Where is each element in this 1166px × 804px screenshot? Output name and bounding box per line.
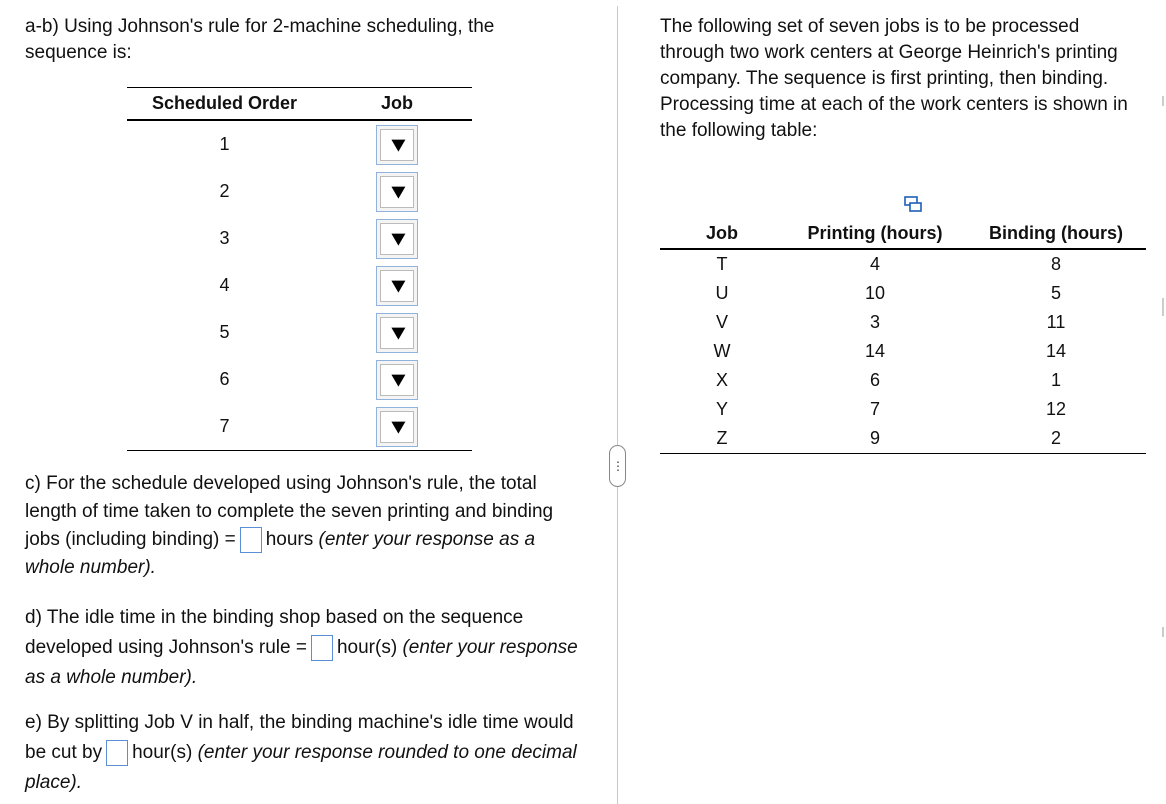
question-c-text: c) For the schedule developed using Johnson's rule, the total length of time taken to complete the seven printing and binding jobs (including binding) = [25,473,554,550]
jobs-table [660,218,1146,454]
edge-mark [1162,96,1164,106]
job-select-5[interactable] [376,313,418,353]
printing-cell: 14 [864,341,886,361]
printing-cell: 3 [869,312,880,332]
table-row [127,262,472,309]
binding-cell: 5 [1050,283,1061,303]
col-header-job: Job [322,88,472,121]
table-row [660,249,1146,279]
order-number: 2 [219,181,230,201]
order-number: 1 [219,134,230,154]
table-row [660,308,1146,337]
binding-cell: 11 [1046,312,1066,332]
table-row [127,168,472,215]
table-row [660,279,1146,308]
order-number: 5 [219,322,230,342]
col-header-binding: Binding (hours) [966,218,1146,249]
binding-cell: 12 [1045,399,1067,419]
resize-handle-icon[interactable]: ⋮ [609,445,626,487]
col-header-job: Job [660,218,784,249]
table-row [127,356,472,403]
dropdown-arrow-icon [391,374,405,386]
printing-cell: 7 [869,399,880,419]
job-cell: V [715,312,728,332]
col-header-scheduled-order: Scheduled Order [127,88,322,121]
binding-cell: 14 [1045,341,1067,361]
edge-mark [1162,298,1164,316]
printing-cell: 10 [864,283,886,303]
job-cell: X [715,370,728,390]
dropdown-arrow-icon [391,327,405,339]
question-e-text: e) By splitting Job V in half, the binding machine's idle time would be cut by [25,712,574,763]
binding-cell: 2 [966,424,1146,454]
printing-cell: 6 [869,370,880,390]
job-select-1[interactable] [376,125,418,165]
col-header-printing: Printing (hours) [784,218,966,249]
idle-reduction-input[interactable] [106,740,128,766]
total-time-input[interactable] [240,527,262,553]
job-select-3[interactable] [376,219,418,259]
table-row [660,337,1146,366]
job-select-6[interactable] [376,360,418,400]
job-select-2[interactable] [376,172,418,212]
order-number: 4 [219,275,230,295]
question-c-unit: hours [265,529,314,550]
job-select-4[interactable] [376,266,418,306]
table-row [660,366,1146,395]
dropdown-arrow-icon [391,280,405,292]
question-d-text: d) The idle time in the binding shop based on the sequence developed using Johnson's rule = [25,607,524,658]
binding-cell: 8 [1050,254,1061,274]
intro-ab: a-b) Using Johnson's rule for 2-machine scheduling, the sequence is: [25,16,495,63]
question-d-unit: hour(s) [336,637,398,658]
order-number: 6 [219,369,230,389]
schedule-table [127,87,472,451]
binding-cell: 1 [1050,370,1061,390]
order-number: 3 [219,228,230,248]
job-cell: Z [660,424,784,454]
table-row [127,403,472,451]
table-row [660,395,1146,424]
job-cell: Y [715,399,728,419]
table-row [127,120,472,168]
job-cell: U [715,283,729,303]
question-c-hint: (enter your response as a whole number). [25,529,536,578]
question-e [25,708,585,798]
printing-cell: 4 [869,254,880,274]
job-cell: W [713,341,731,361]
order-number: 7 [127,403,322,451]
right-panel [660,14,1140,144]
table-row [127,309,472,356]
table-row [660,424,1146,454]
dropdown-arrow-icon [391,139,405,151]
question-e-hint: (enter your response rounded to one decimal place). [25,742,577,793]
question-d [25,603,585,693]
table-row [127,215,472,262]
job-select-7[interactable] [376,407,418,447]
dropdown-arrow-icon [391,186,405,198]
question-c [25,470,585,582]
left-panel [25,14,585,66]
copy-icon[interactable] [904,196,922,212]
edge-mark [1162,627,1164,637]
question-e-unit: hour(s) [132,742,193,763]
job-cell: T [716,254,728,274]
panel-divider [617,6,618,804]
printing-cell: 9 [784,424,966,454]
question-d-hint: (enter your response as a whole number). [25,637,578,688]
idle-time-input[interactable] [311,635,333,661]
problem-statement: The following set of seven jobs is to be processed through two work centers at George Heinrich's printing company. The sequence is first printing, then binding. Processing time at each of the work centers is shown in the following table: [660,16,1128,141]
dropdown-arrow-icon [391,233,405,245]
dropdown-arrow-icon [391,421,405,433]
